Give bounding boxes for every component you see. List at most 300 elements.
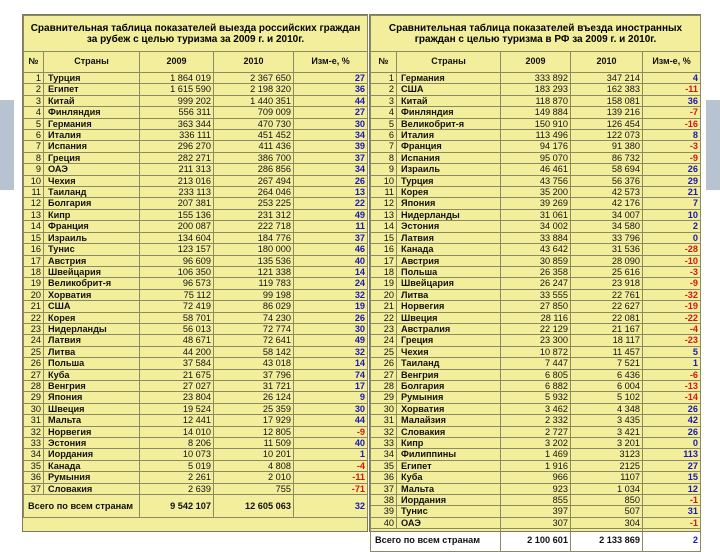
value-2010: 122 073 bbox=[571, 130, 643, 141]
value-2009: 28 116 bbox=[501, 312, 571, 323]
value-2009: 43 756 bbox=[501, 175, 571, 186]
country-name: Австрия bbox=[397, 255, 501, 266]
value-2010: 2 367 650 bbox=[214, 73, 294, 84]
change-percent: 31 bbox=[643, 506, 701, 517]
inbound-table bbox=[370, 15, 701, 552]
table-row bbox=[24, 198, 368, 209]
change-percent: 14 bbox=[294, 266, 368, 277]
value-2010: 126 454 bbox=[571, 118, 643, 129]
value-2009: 39 269 bbox=[501, 198, 571, 209]
row-number: 29 bbox=[24, 392, 44, 403]
value-2009: 26 358 bbox=[501, 266, 571, 277]
row-number: 26 bbox=[371, 358, 397, 369]
change-percent: 40 bbox=[294, 255, 368, 266]
row-number: 9 bbox=[24, 164, 44, 175]
row-number: 6 bbox=[371, 130, 397, 141]
value-2009: 118 870 bbox=[501, 95, 571, 106]
table-row bbox=[371, 141, 701, 152]
country-name: Германия bbox=[44, 118, 140, 129]
value-2009: 10 872 bbox=[501, 346, 571, 357]
value-2010: 6 436 bbox=[571, 369, 643, 380]
table-row bbox=[24, 175, 368, 186]
table-row bbox=[371, 175, 701, 186]
row-number: 11 bbox=[24, 187, 44, 198]
country-name: Болгария bbox=[44, 198, 140, 209]
value-2010: 25 616 bbox=[571, 266, 643, 277]
table-row bbox=[24, 73, 368, 84]
total-label: Всего по всем странам bbox=[24, 495, 140, 518]
value-2009: 33 555 bbox=[501, 289, 571, 300]
row-number: 32 bbox=[24, 426, 44, 437]
country-name: Тунис bbox=[44, 244, 140, 255]
value-2010: 28 090 bbox=[571, 255, 643, 266]
change-percent: 44 bbox=[294, 95, 368, 106]
total-2010: 12 605 063 bbox=[214, 495, 294, 518]
table-row bbox=[24, 472, 368, 483]
row-number: 3 bbox=[371, 95, 397, 106]
change-percent: 7 bbox=[643, 198, 701, 209]
change-percent: 27 bbox=[643, 460, 701, 471]
country-name: Корея bbox=[397, 187, 501, 198]
country-name: Венгрия bbox=[397, 369, 501, 380]
table-row bbox=[371, 232, 701, 243]
table-row bbox=[24, 221, 368, 232]
table-row bbox=[371, 118, 701, 129]
value-2010: 1107 bbox=[571, 472, 643, 483]
value-2010: 5 102 bbox=[571, 392, 643, 403]
table-row bbox=[24, 84, 368, 95]
value-2009: 95 070 bbox=[501, 152, 571, 163]
row-number: 25 bbox=[24, 346, 44, 357]
value-2009: 8 206 bbox=[140, 438, 214, 449]
change-percent: 15 bbox=[643, 472, 701, 483]
row-number: 24 bbox=[371, 335, 397, 346]
row-number: 21 bbox=[371, 301, 397, 312]
value-2010: 162 383 bbox=[571, 84, 643, 95]
country-name: Хорватия bbox=[44, 289, 140, 300]
change-percent: 2 bbox=[643, 221, 701, 232]
country-name: Малайзия bbox=[397, 415, 501, 426]
row-number: 13 bbox=[371, 209, 397, 220]
value-2009: 207 381 bbox=[140, 198, 214, 209]
row-number: 30 bbox=[371, 403, 397, 414]
value-2010: 1 034 bbox=[571, 483, 643, 494]
value-2009: 75 112 bbox=[140, 289, 214, 300]
row-number: 4 bbox=[24, 107, 44, 118]
value-2010: 42 573 bbox=[571, 187, 643, 198]
country-name: Мальта bbox=[44, 415, 140, 426]
value-2010: 850 bbox=[571, 495, 643, 506]
value-2009: 35 200 bbox=[501, 187, 571, 198]
change-percent: 1 bbox=[643, 358, 701, 369]
country-name: Великобрит-я bbox=[44, 278, 140, 289]
change-percent: 36 bbox=[294, 84, 368, 95]
change-percent: 24 bbox=[294, 278, 368, 289]
outbound-tourism-table bbox=[22, 14, 368, 532]
value-2010: 21 167 bbox=[571, 323, 643, 334]
value-2009: 96 573 bbox=[140, 278, 214, 289]
value-2009: 150 910 bbox=[501, 118, 571, 129]
change-percent: 11 bbox=[294, 221, 368, 232]
country-name: Австралия bbox=[397, 323, 501, 334]
value-2010: 10 201 bbox=[214, 449, 294, 460]
table-row bbox=[371, 346, 701, 357]
change-percent: 34 bbox=[294, 164, 368, 175]
table-row bbox=[371, 495, 701, 506]
value-2010: 347 214 bbox=[571, 73, 643, 84]
change-percent: 29 bbox=[643, 175, 701, 186]
value-2009: 10 073 bbox=[140, 449, 214, 460]
table-row bbox=[24, 358, 368, 369]
value-2009: 1 864 019 bbox=[140, 73, 214, 84]
value-2010: 74 230 bbox=[214, 312, 294, 323]
table-row bbox=[371, 426, 701, 437]
row-number: 35 bbox=[371, 460, 397, 471]
table-row bbox=[371, 255, 701, 266]
table-row bbox=[371, 266, 701, 277]
country-name: Иордания bbox=[397, 495, 501, 506]
table-row bbox=[371, 392, 701, 403]
change-percent: 26 bbox=[643, 164, 701, 175]
change-percent: 30 bbox=[294, 403, 368, 414]
change-percent: 22 bbox=[294, 198, 368, 209]
country-name: Хорватия bbox=[397, 403, 501, 414]
change-percent: -71 bbox=[294, 483, 368, 494]
country-name: Великобрит-я bbox=[397, 118, 501, 129]
change-percent: 37 bbox=[294, 232, 368, 243]
row-number: 10 bbox=[371, 175, 397, 186]
table-row bbox=[24, 266, 368, 277]
change-percent: 34 bbox=[294, 130, 368, 141]
value-2010: 470 730 bbox=[214, 118, 294, 129]
value-2009: 7 447 bbox=[501, 358, 571, 369]
row-number: 4 bbox=[371, 107, 397, 118]
table-row bbox=[371, 472, 701, 483]
value-2010: 33 796 bbox=[571, 232, 643, 243]
change-percent: 74 bbox=[294, 369, 368, 380]
change-percent: 26 bbox=[294, 175, 368, 186]
change-percent: 14 bbox=[294, 358, 368, 369]
table-row bbox=[24, 107, 368, 118]
country-name: Норвегия bbox=[44, 426, 140, 437]
change-percent: 49 bbox=[294, 335, 368, 346]
value-2009: 34 002 bbox=[501, 221, 571, 232]
value-2010: 22 081 bbox=[571, 312, 643, 323]
row-number: 19 bbox=[371, 278, 397, 289]
value-2010: 22 627 bbox=[571, 301, 643, 312]
country-name: Австрия bbox=[44, 255, 140, 266]
table-row bbox=[371, 369, 701, 380]
country-name: Корея bbox=[44, 312, 140, 323]
value-2010: 180 000 bbox=[214, 244, 294, 255]
value-2009: 106 350 bbox=[140, 266, 214, 277]
table-row bbox=[371, 335, 701, 346]
value-2010: 11 457 bbox=[571, 346, 643, 357]
value-2009: 1 916 bbox=[501, 460, 571, 471]
change-percent: -3 bbox=[643, 141, 701, 152]
row-number: 7 bbox=[24, 141, 44, 152]
value-2010: 58 142 bbox=[214, 346, 294, 357]
change-percent: -9 bbox=[643, 152, 701, 163]
table-row bbox=[24, 483, 368, 494]
row-number: 10 bbox=[24, 175, 44, 186]
country-name: Литва bbox=[44, 346, 140, 357]
value-2010: 2 198 320 bbox=[214, 84, 294, 95]
change-percent: -3 bbox=[643, 266, 701, 277]
row-number: 32 bbox=[371, 426, 397, 437]
value-2009: 56 013 bbox=[140, 323, 214, 334]
table-row bbox=[371, 95, 701, 106]
table-row bbox=[24, 346, 368, 357]
row-number: 6 bbox=[24, 130, 44, 141]
country-name: Болгария bbox=[397, 380, 501, 391]
value-2009: 2 261 bbox=[140, 472, 214, 483]
inbound-table-title: Сравнительная таблица показателей въезда иностранных граждан с целью туризма в РФ за 2009 г. и 2010г. bbox=[371, 16, 701, 52]
row-number: 40 bbox=[371, 517, 397, 528]
row-number: 39 bbox=[371, 506, 397, 517]
change-percent: 26 bbox=[643, 403, 701, 414]
row-number: 37 bbox=[24, 483, 44, 494]
value-2010: 34 580 bbox=[571, 221, 643, 232]
value-2010: 17 929 bbox=[214, 415, 294, 426]
left-accent-bar bbox=[0, 100, 14, 190]
table-row bbox=[24, 95, 368, 106]
value-2009: 333 892 bbox=[501, 73, 571, 84]
value-2009: 26 247 bbox=[501, 278, 571, 289]
value-2010: 1 440 351 bbox=[214, 95, 294, 106]
country-name: Словакия bbox=[44, 483, 140, 494]
row-number: 17 bbox=[371, 255, 397, 266]
change-percent: 36 bbox=[643, 95, 701, 106]
country-name: Румыния bbox=[397, 392, 501, 403]
value-2009: 183 293 bbox=[501, 84, 571, 95]
value-2009: 72 419 bbox=[140, 301, 214, 312]
value-2010: 304 bbox=[571, 517, 643, 528]
country-name: Таиланд bbox=[44, 187, 140, 198]
value-2009: 556 311 bbox=[140, 107, 214, 118]
change-percent: -13 bbox=[643, 380, 701, 391]
change-percent: 26 bbox=[294, 312, 368, 323]
country-name: Египет bbox=[397, 460, 501, 471]
table-row bbox=[371, 380, 701, 391]
row-number: 31 bbox=[371, 415, 397, 426]
total-2009: 2 100 601 bbox=[501, 529, 571, 552]
value-2010: 12 805 bbox=[214, 426, 294, 437]
value-2009: 23 300 bbox=[501, 335, 571, 346]
change-percent: -10 bbox=[643, 255, 701, 266]
value-2009: 855 bbox=[501, 495, 571, 506]
value-2010: 135 536 bbox=[214, 255, 294, 266]
country-name: Польша bbox=[44, 358, 140, 369]
total-2009: 9 542 107 bbox=[140, 495, 214, 518]
change-percent: 32 bbox=[294, 289, 368, 300]
table-row bbox=[24, 335, 368, 346]
change-percent: -19 bbox=[643, 301, 701, 312]
row-number: 18 bbox=[371, 266, 397, 277]
row-number: 12 bbox=[24, 198, 44, 209]
country-name: Тунис bbox=[397, 506, 501, 517]
table-row bbox=[24, 141, 368, 152]
country-name: Латвия bbox=[397, 232, 501, 243]
col-header-2009: 2009 bbox=[501, 52, 571, 73]
country-name: Франция bbox=[397, 141, 501, 152]
value-2010: 23 918 bbox=[571, 278, 643, 289]
change-percent: -7 bbox=[643, 107, 701, 118]
row-number: 19 bbox=[24, 278, 44, 289]
col-header-change: Изм-е, % bbox=[643, 52, 701, 73]
change-percent: -28 bbox=[643, 244, 701, 255]
outbound-total-row bbox=[24, 495, 368, 518]
country-name: Таиланд bbox=[397, 358, 501, 369]
row-number: 16 bbox=[24, 244, 44, 255]
total-2010: 2 133 869 bbox=[571, 529, 643, 552]
table-row bbox=[371, 244, 701, 255]
change-percent: 37 bbox=[294, 152, 368, 163]
col-header-country: Страны bbox=[44, 52, 140, 73]
country-name: США bbox=[44, 301, 140, 312]
value-2010: 6 004 bbox=[571, 380, 643, 391]
value-2009: 48 671 bbox=[140, 335, 214, 346]
country-name: Франция bbox=[44, 221, 140, 232]
country-name: Латвия bbox=[44, 335, 140, 346]
table-row bbox=[24, 118, 368, 129]
table-row bbox=[24, 187, 368, 198]
table-row bbox=[24, 403, 368, 414]
row-number: 14 bbox=[371, 221, 397, 232]
country-name: Испания bbox=[44, 141, 140, 152]
change-percent: -14 bbox=[643, 392, 701, 403]
country-name: Филиппины bbox=[397, 449, 501, 460]
value-2009: 999 202 bbox=[140, 95, 214, 106]
country-name: Литва bbox=[397, 289, 501, 300]
change-percent: 42 bbox=[643, 415, 701, 426]
change-percent: 40 bbox=[294, 438, 368, 449]
row-number: 21 bbox=[24, 301, 44, 312]
row-number: 8 bbox=[24, 152, 44, 163]
value-2009: 213 016 bbox=[140, 175, 214, 186]
table-row bbox=[24, 244, 368, 255]
value-2009: 1 615 590 bbox=[140, 84, 214, 95]
col-header-2009: 2009 bbox=[140, 52, 214, 73]
value-2010: 2125 bbox=[571, 460, 643, 471]
value-2010: 119 783 bbox=[214, 278, 294, 289]
change-percent: 0 bbox=[643, 438, 701, 449]
change-percent: -16 bbox=[643, 118, 701, 129]
country-name: Финляндия bbox=[397, 107, 501, 118]
country-name: Израиль bbox=[44, 232, 140, 243]
country-name: Испания bbox=[397, 152, 501, 163]
row-number: 27 bbox=[371, 369, 397, 380]
change-percent: 26 bbox=[643, 426, 701, 437]
row-number: 20 bbox=[371, 289, 397, 300]
table-row bbox=[24, 369, 368, 380]
change-percent: 32 bbox=[294, 346, 368, 357]
country-name: Китай bbox=[44, 95, 140, 106]
change-percent: 4 bbox=[643, 73, 701, 84]
table-row bbox=[371, 221, 701, 232]
value-2009: 6 882 bbox=[501, 380, 571, 391]
country-name: Швеция bbox=[44, 403, 140, 414]
change-percent: 5 bbox=[643, 346, 701, 357]
table-row bbox=[371, 289, 701, 300]
value-2009: 3 202 bbox=[501, 438, 571, 449]
value-2009: 307 bbox=[501, 517, 571, 528]
row-number: 24 bbox=[24, 335, 44, 346]
value-2010: 184 776 bbox=[214, 232, 294, 243]
value-2009: 113 496 bbox=[501, 130, 571, 141]
value-2009: 2 727 bbox=[501, 426, 571, 437]
country-name: США bbox=[397, 84, 501, 95]
row-number: 31 bbox=[24, 415, 44, 426]
change-percent: 39 bbox=[294, 141, 368, 152]
value-2010: 86 732 bbox=[571, 152, 643, 163]
change-percent: 44 bbox=[294, 415, 368, 426]
value-2009: 211 313 bbox=[140, 164, 214, 175]
change-percent: -11 bbox=[643, 84, 701, 95]
row-number: 15 bbox=[371, 232, 397, 243]
value-2010: 755 bbox=[214, 483, 294, 494]
table-row bbox=[24, 415, 368, 426]
country-name: Греция bbox=[397, 335, 501, 346]
table-row bbox=[24, 323, 368, 334]
value-2009: 22 129 bbox=[501, 323, 571, 334]
outbound-table-body bbox=[24, 73, 368, 495]
change-percent: 27 bbox=[294, 107, 368, 118]
value-2009: 336 111 bbox=[140, 130, 214, 141]
value-2010: 72 641 bbox=[214, 335, 294, 346]
change-percent: -4 bbox=[643, 323, 701, 334]
country-name: Польша bbox=[397, 266, 501, 277]
country-name: Италия bbox=[397, 130, 501, 141]
value-2010: 2 010 bbox=[214, 472, 294, 483]
value-2010: 25 359 bbox=[214, 403, 294, 414]
value-2010: 4 808 bbox=[214, 460, 294, 471]
change-percent: 1 bbox=[294, 449, 368, 460]
row-number: 7 bbox=[371, 141, 397, 152]
change-percent: 13 bbox=[294, 187, 368, 198]
value-2009: 44 200 bbox=[140, 346, 214, 357]
table-row bbox=[371, 415, 701, 426]
value-2010: 58 694 bbox=[571, 164, 643, 175]
row-number: 3 bbox=[24, 95, 44, 106]
value-2010: 264 046 bbox=[214, 187, 294, 198]
country-name: Нидерланды bbox=[44, 323, 140, 334]
change-percent: 19 bbox=[294, 301, 368, 312]
table-row bbox=[24, 278, 368, 289]
country-name: ОАЭ bbox=[397, 517, 501, 528]
value-2010: 86 029 bbox=[214, 301, 294, 312]
table-row bbox=[371, 84, 701, 95]
country-name: Кипр bbox=[44, 209, 140, 220]
value-2010: 91 380 bbox=[571, 141, 643, 152]
table-row bbox=[24, 392, 368, 403]
total-change: 32 bbox=[294, 495, 368, 518]
value-2010: 267 494 bbox=[214, 175, 294, 186]
table-row bbox=[371, 506, 701, 517]
row-number: 33 bbox=[24, 438, 44, 449]
outbound-table bbox=[23, 15, 368, 518]
value-2009: 149 884 bbox=[501, 107, 571, 118]
row-number: 36 bbox=[24, 472, 44, 483]
country-name: Германия bbox=[397, 73, 501, 84]
row-number: 27 bbox=[24, 369, 44, 380]
value-2009: 923 bbox=[501, 483, 571, 494]
country-name: Эстония bbox=[44, 438, 140, 449]
value-2009: 155 136 bbox=[140, 209, 214, 220]
country-name: Словакия bbox=[397, 426, 501, 437]
table-row bbox=[371, 449, 701, 460]
row-number: 15 bbox=[24, 232, 44, 243]
